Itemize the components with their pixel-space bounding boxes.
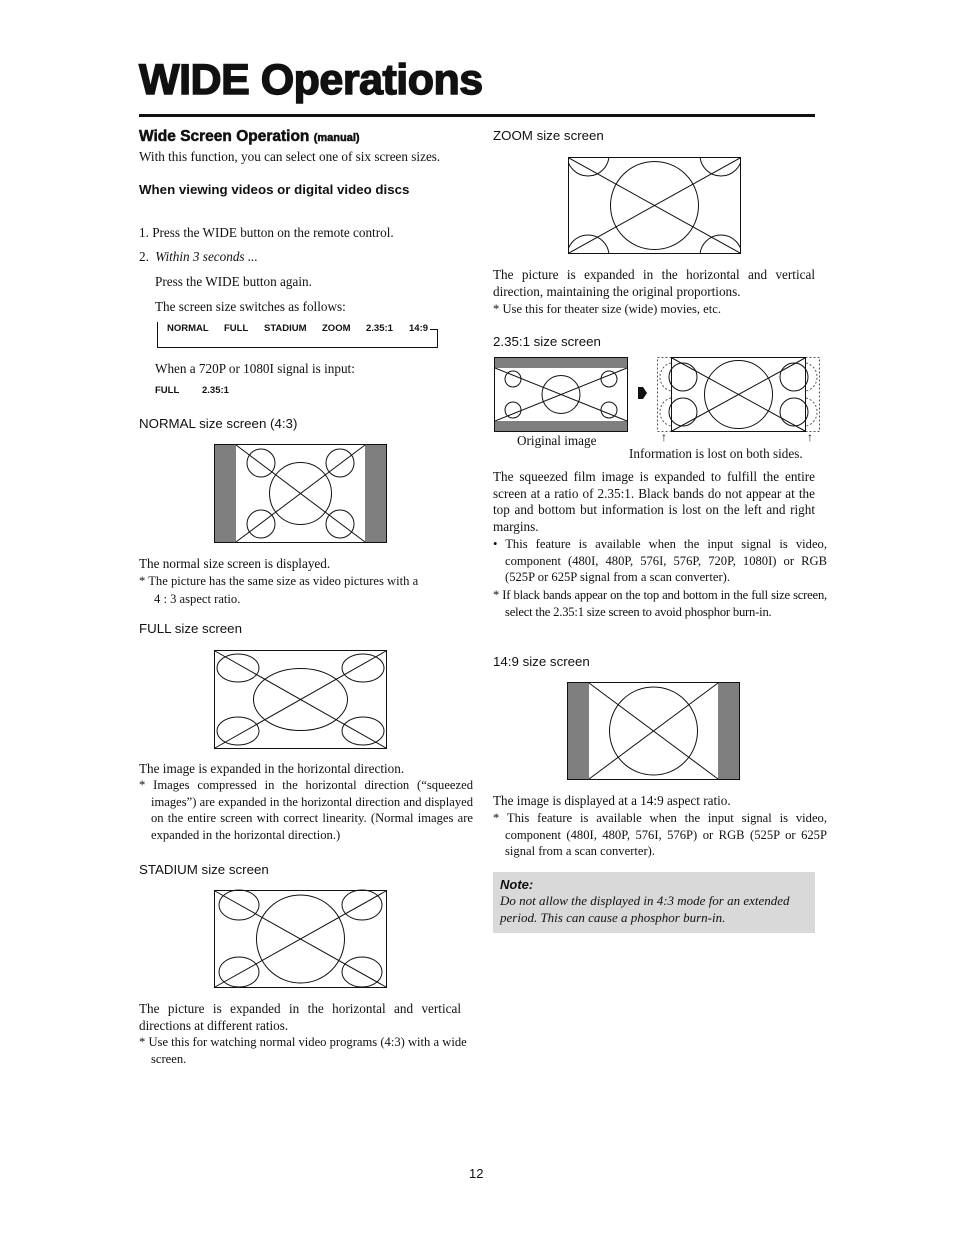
ratio149-caption: 14:9 size screen: [493, 654, 590, 669]
note-text: Do not allow the displayed in 4:3 mode for an extended period. This can cause a phosphor burn-in.: [500, 893, 790, 925]
step-2-a: Press the WIDE button again.: [155, 274, 312, 289]
seq-stadium: STADIUM: [264, 323, 307, 334]
stadium-caption: STADIUM size screen: [139, 862, 269, 877]
ratio235-bullet: • This feature is available when the input signal is video, component (480I, 480P, 576I, 576P, 720P, 1080I) or RGB (525P or 625P signal from a scan converter).: [493, 537, 827, 585]
page-number: 12: [469, 1166, 484, 1181]
seq-full: FULL: [224, 323, 249, 334]
sequence-bracket-right-tick: [430, 329, 437, 330]
stadium-desc: The picture is expanded in the horizontal and vertical directions at different ratios.: [139, 1001, 461, 1033]
seq-149: 14:9: [409, 323, 429, 334]
seq-zoom: ZOOM: [322, 323, 351, 334]
intro-text: With this function, you can select one of six screen sizes.: [139, 149, 441, 164]
normal-screen-diagram: [214, 444, 387, 543]
ratio235-desc: The squeezed film image is expanded to fulfill the entire screen at a ratio of 2.35:1. Black bands do not appear at the top and bottom but information is lost on the left and right margins.: [493, 469, 815, 534]
subheading: When viewing videos or digital video discs: [139, 182, 410, 197]
ratio235-arrow-icon: [638, 387, 647, 399]
seq-235: 2.35:1: [366, 323, 393, 334]
normal-desc: The normal size screen is displayed.: [139, 556, 331, 571]
full-caption: FULL size screen: [139, 621, 242, 636]
hd-seq-235: 2.35:1: [202, 385, 229, 396]
zoom-desc: The picture is expanded in the horizontal and vertical direction, maintaining the original proportions.: [493, 267, 815, 299]
normal-note: * The picture has the same size as video pictures with a: [139, 574, 419, 588]
page-title: WIDE Operations: [139, 56, 483, 104]
step-2: [139, 249, 258, 266]
section-heading-text: Wide Screen Operation: [139, 128, 310, 145]
ratio235-note: * If black bands appear on the top and bottom in the full size screen, select the 2.35:1 size screen to avoid phosphor burn-in.: [493, 588, 827, 619]
ratio235-caption: 2.35:1 size screen: [493, 334, 601, 349]
ratio235-expanded-diagram: [657, 357, 820, 432]
title-rule: [139, 114, 815, 117]
section-heading: [139, 128, 360, 146]
ratio149-desc: The image is displayed at a 14:9 aspect ratio.: [493, 793, 731, 808]
normal-note-cont: 4 : 3 aspect ratio.: [154, 592, 241, 606]
ratio235-original-diagram: [494, 357, 628, 432]
left-arrow-up-icon: ↑: [661, 430, 667, 444]
full-note: * Images compressed in the horizontal direction (“squeezed images”) are expanded in the horizontal direction and displayed on the entire screen with correct linearity. (Normal images are expanded in the horizontal direction.): [139, 778, 473, 842]
right-arrow-up-icon: ↑: [807, 430, 813, 444]
normal-caption: NORMAL size screen (4:3): [139, 416, 298, 431]
note-box: [493, 872, 815, 933]
step-1: 1. Press the WIDE button on the remote control.: [139, 225, 394, 240]
ratio235-original-label: Original image: [517, 433, 597, 448]
step-2-text: Within 3 seconds ...: [155, 249, 258, 264]
full-screen-diagram: [214, 650, 387, 749]
step-2-b: The screen size switches as follows:: [155, 299, 346, 314]
seq-normal: NORMAL: [167, 323, 209, 334]
hd-signal-text: When a 720P or 1080I signal is input:: [155, 361, 355, 376]
section-heading-suffix: (manual): [313, 132, 360, 144]
full-desc: The image is expanded in the horizontal direction.: [139, 761, 405, 776]
stadium-note: * Use this for watching normal video programs (4:3) with a wide screen.: [139, 1035, 467, 1066]
ratio235-lost-label: Information is lost on both sides.: [629, 446, 803, 461]
sequence-bracket-left-tick: [157, 322, 158, 330]
zoom-caption: ZOOM size screen: [493, 128, 604, 143]
ratio149-screen-diagram: [567, 682, 740, 780]
stadium-screen-diagram: [214, 890, 387, 988]
hd-seq-full: FULL: [155, 385, 180, 396]
step-2-number: 2.: [139, 249, 149, 264]
ratio149-note: * This feature is available when the input signal is video, component (480I, 480P, 576I, 576P) or RGB (525P or 625P signal from a scan converter).: [493, 811, 827, 859]
zoom-note: * Use this for theater size (wide) movies, etc.: [493, 302, 722, 316]
zoom-screen-diagram: [568, 157, 741, 254]
note-label: Note:: [500, 877, 534, 892]
